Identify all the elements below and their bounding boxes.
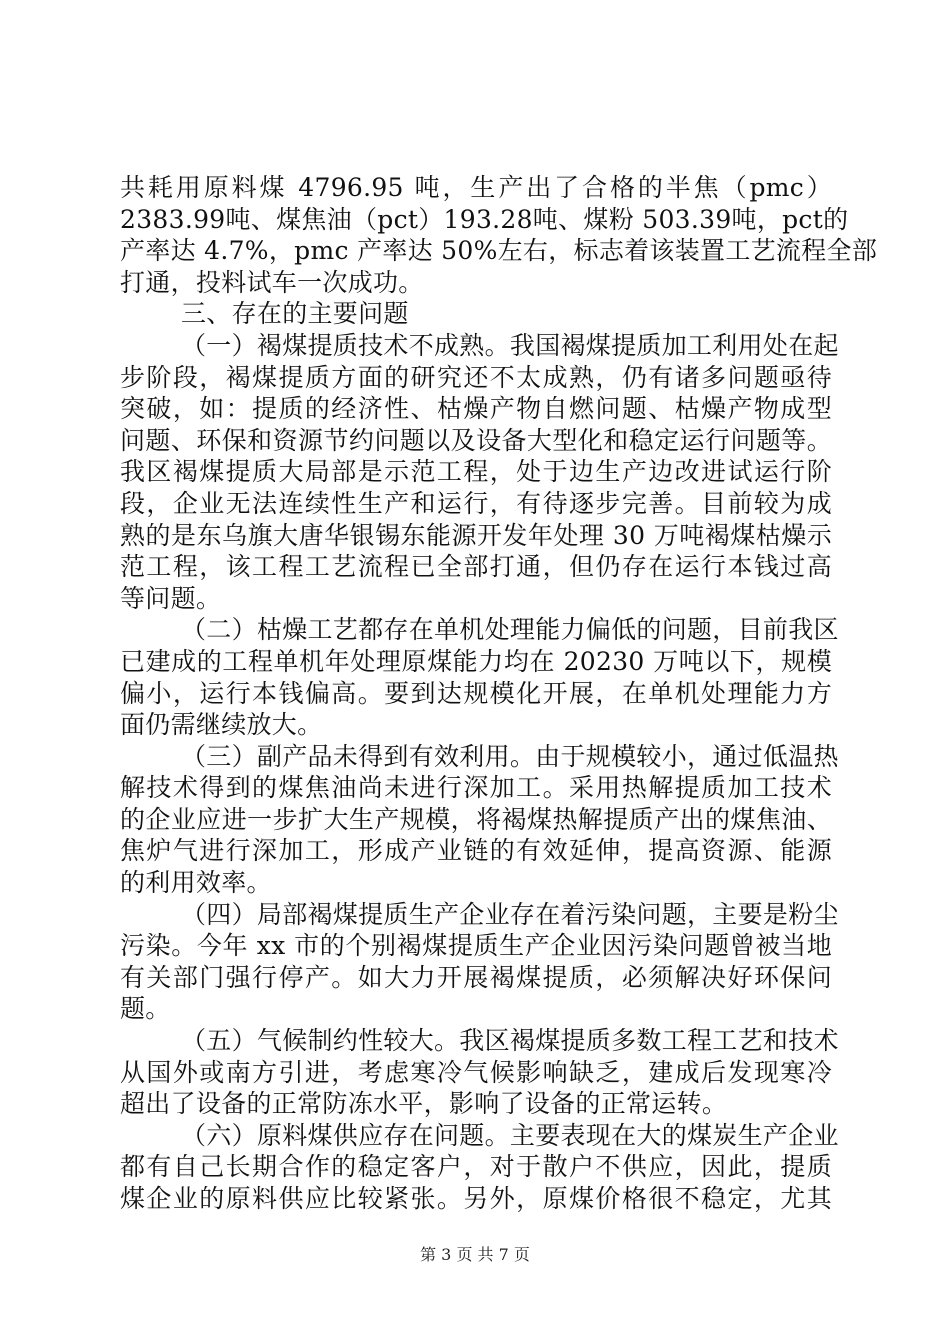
- text-line: （二）枯燥工艺都存在单机处理能力偏低的问题，目前我区: [181, 615, 839, 645]
- text-line: 我区褐煤提质大局部是示范工程，处于边生产边改进试运行阶: [120, 457, 832, 487]
- text-line: 煤企业的原料供应比较紧张。另外，原煤价格很不稳定，尤其: [120, 1184, 832, 1213]
- text-line: （五）气候制约性较大。我区褐煤提质多数工程工艺和技术: [181, 1026, 839, 1056]
- text-line: 范工程，该工程工艺流程已全部打通，但仍存在运行本钱过高: [120, 552, 832, 582]
- text-line: （四）局部褐煤提质生产企业存在着污染问题，主要是粉尘: [181, 899, 839, 929]
- text-line: （三）副产品未得到有效利用。由于规模较小，通过低温热: [181, 741, 839, 771]
- text-line: 产率达 4.7%，pmc 产率达 50%左右，标志着该装置工艺流程全部: [120, 236, 878, 266]
- text-line: 打通，投料试车一次成功。: [120, 267, 424, 297]
- text-line: 从国外或南方引进，考虑寒冷气候影响缺乏，建成后发现寒冷: [120, 1057, 832, 1087]
- text-line: 2383.99吨、煤焦油（pct）193.28吨、煤粉 503.39吨，pct的: [120, 204, 849, 234]
- text-line: 有关部门强行停产。如大力开展褐煤提质，必须解决好环保问: [120, 962, 832, 992]
- text-line: 问题、环保和资源节约问题以及设备大型化和稳定运行问题等。: [120, 425, 832, 455]
- text-line: 超出了设备的正常防冻水平，影响了设备的正常运转。: [120, 1089, 728, 1119]
- text-line: 熟的是东乌旗大唐华银锡东能源开发年处理 30 万吨褐煤枯燥示: [120, 520, 832, 550]
- text-line: 步阶段，褐煤提质方面的研究还不太成熟，仍有诸多问题亟待: [120, 362, 832, 392]
- text-line: 污染。今年 xx 市的个别褐煤提质生产企业因污染问题曾被当地: [120, 931, 833, 961]
- text-line: 的企业应进一步扩大生产规模，将褐煤热解提质产出的煤焦油、: [120, 804, 832, 834]
- text-line: 突破，如：提质的经济性、枯燥产物自燃问题、枯燥产物成型: [120, 394, 832, 424]
- text-line: 偏小，运行本钱偏高。要到达规模化开展，在单机处理能力方: [120, 678, 832, 708]
- page-footer: 第 3 页 共 7 页: [420, 1245, 530, 1264]
- text-line: 已建成的工程单机年处理原煤能力均在 20230 万吨以下，规模: [120, 646, 832, 676]
- text-line: 题。: [120, 994, 171, 1024]
- text-line: 段，企业无法连续性生产和运行，有待逐步完善。目前较为成: [120, 488, 832, 518]
- section-heading: 三、存在的主要问题: [181, 299, 409, 329]
- text-line: 解技术得到的煤焦油尚未进行深加工。采用热解提质加工技术: [120, 773, 832, 803]
- text-line: 共耗用原料煤 4796.95 吨，生产出了合格的半焦（pmc）: [120, 173, 832, 202]
- text-line: （一）褐煤提质技术不成熟。我国褐煤提质加工利用处在起: [181, 330, 839, 360]
- body-text: [120, 172, 878, 1215]
- text-line: 焦炉气进行深加工，形成产业链的有效延伸，提高资源、能源: [120, 836, 832, 866]
- text-line: 等问题。: [120, 583, 222, 613]
- text-line: （六）原料煤供应存在问题。主要表现在大的煤炭生产企业: [181, 1120, 839, 1150]
- text-line: 的利用效率。: [120, 868, 272, 898]
- text-line: 都有自己长期合作的稳定客户，对于散户不供应，因此，提质: [120, 1152, 832, 1182]
- text-line: 面仍需继续放大。: [120, 710, 323, 740]
